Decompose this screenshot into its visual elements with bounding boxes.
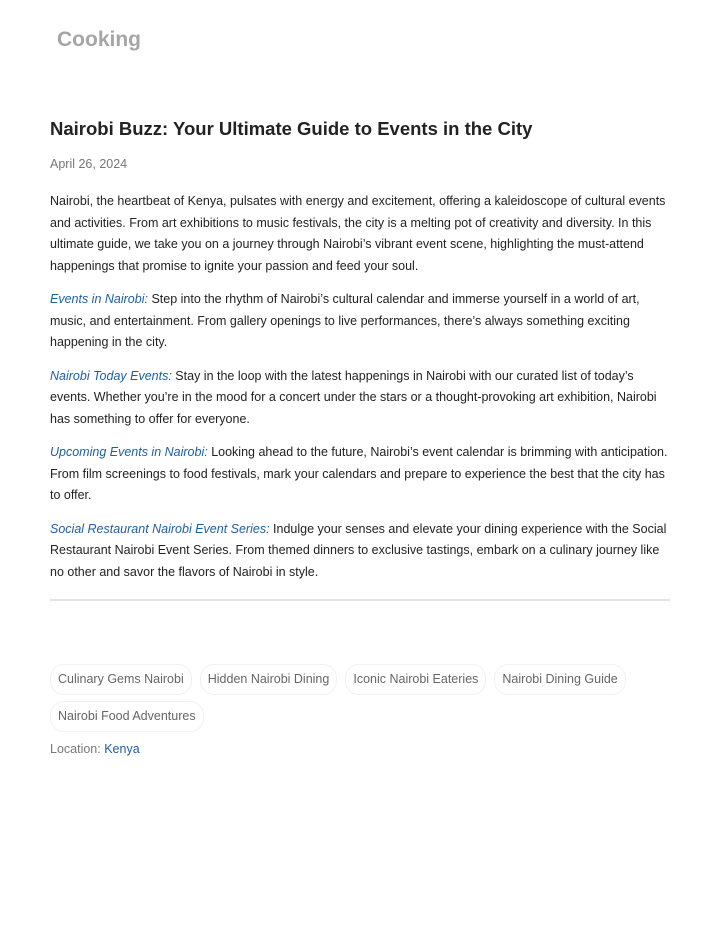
tag-hidden-nairobi-dining[interactable]: Hidden Nairobi Dining [200,664,338,695]
upcoming-events-link[interactable]: Upcoming Events in Nairobi: [50,445,208,459]
section-paragraph [50,519,670,584]
location-link[interactable]: Kenya [104,742,140,756]
article [50,116,670,595]
events-in-nairobi-link[interactable]: Events in Nairobi: [50,292,148,306]
tag-nairobi-dining-guide[interactable]: Nairobi Dining Guide [494,664,625,695]
intro-paragraph: Nairobi, the heartbeat of Kenya, pulsates with energy and excitement, offering a kaleidoscope of cultural events and activities. From art exhibitions to music festivals, the city is a melting pot of creativity and diversity. In this ultimate guide, we take you on a journey through Nairobi’s vibrant event scene, highlighting the must-attend happenings that promise to ignite your passion and feed your soul. [50,194,666,273]
section-text: Indulge your senses and elevate your dining experience with the Social Restaurant Nairobi Event Series. From themed dinners to exclusive tastings, embark on a culinary journey like no other and savor the flavors of Nairobi in style. [50,521,667,579]
tag-iconic-nairobi-eateries[interactable]: Iconic Nairobi Eateries [345,664,486,695]
tag-culinary-gems-nairobi[interactable]: Culinary Gems Nairobi [50,664,192,695]
tag-list [50,664,670,732]
article-title: Nairobi Buzz: Your Ultimate Guide to Events in the City [50,118,533,139]
tag-nairobi-food-adventures[interactable]: Nairobi Food Adventures [50,701,204,732]
social-restaurant-event-series-link[interactable]: Social Restaurant Nairobi Event Series: [50,521,270,536]
section-paragraph [50,366,670,431]
nairobi-today-events-link[interactable]: Nairobi Today Events: [50,368,172,383]
divider [50,599,670,601]
article-date: April 26, 2024 [50,157,128,171]
section-text: Stay in the loop with the latest happenings in Nairobi with our curated list of today’s events. Whether you’re in the mood for a concert under the stars or a thought-provoking art exhibition, Nairobi has something to offer for everyone. [50,368,657,426]
article-content [50,191,670,583]
site-title[interactable]: Cooking [57,28,141,51]
location [50,742,140,756]
section-text: Looking ahead to the future, Nairobi’s event calendar is brimming with anticipation. From film screenings to food festivals, mark your calendars and prepare to experience the best that the city has to offer. [50,445,668,502]
location-label: Location: [50,742,105,756]
section-text: Step into the rhythm of Nairobi’s cultural calendar and immerse yourself in a world of art, music, and entertainment. From gallery openings to live performances, there’s always something exciting happening in the city. [50,292,640,349]
section-paragraph [50,289,670,354]
section-paragraph [50,442,670,507]
